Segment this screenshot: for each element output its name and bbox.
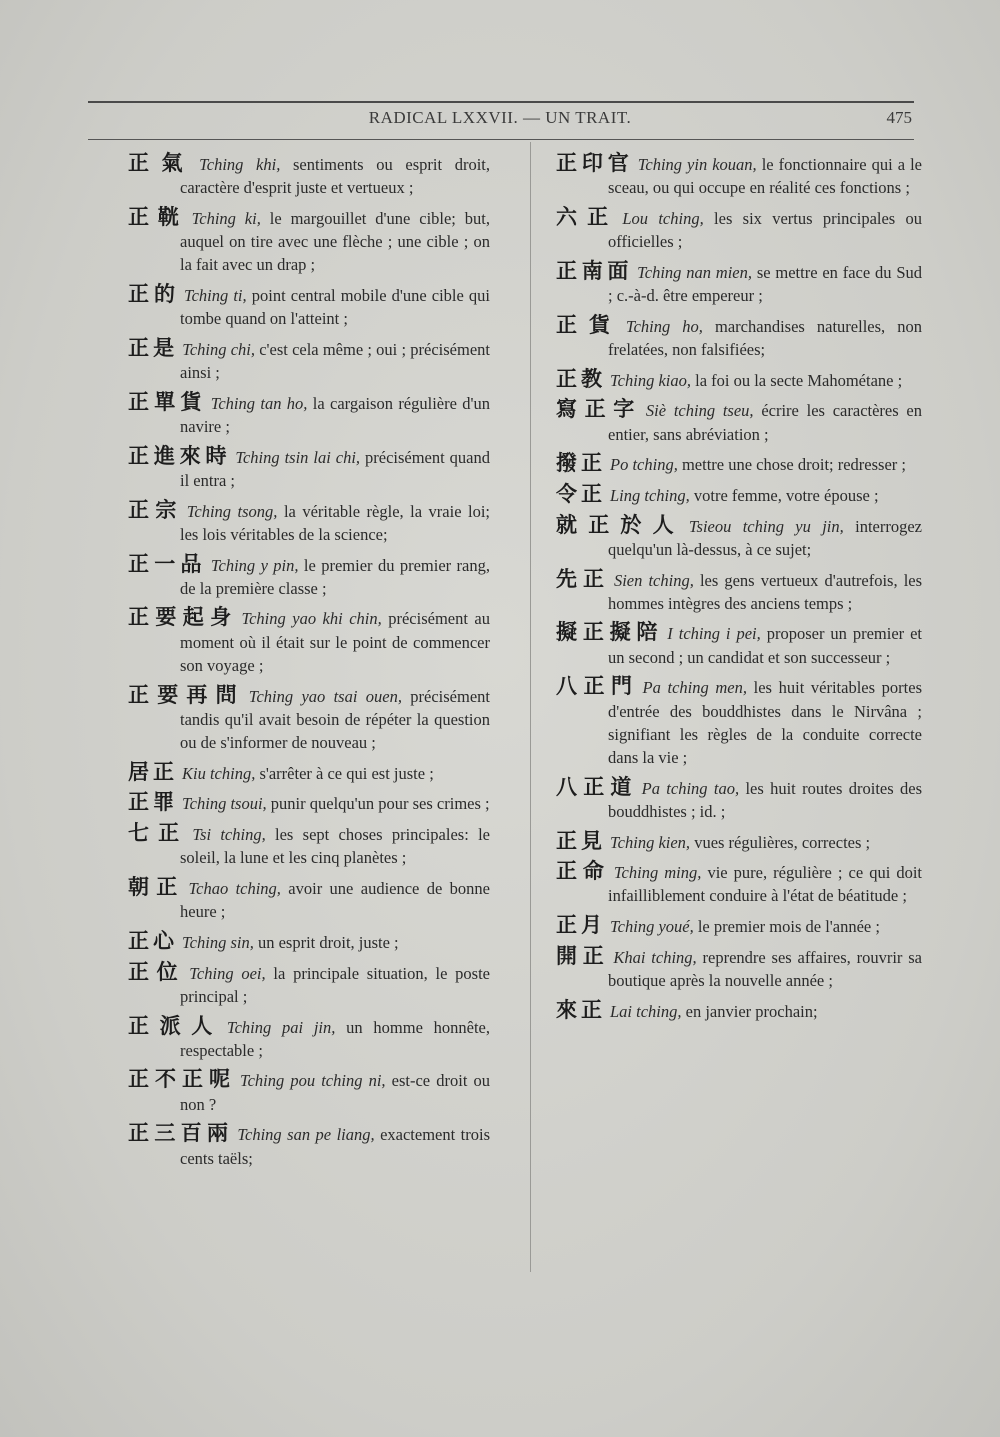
dictionary-entry [556,621,922,668]
dictionary-entry [556,514,922,561]
dictionary-entry [128,445,490,492]
entry-definition: point central mobile d'une cible qui tombe quand on l'atteint ; [180,286,491,329]
entry-chinese-characters: 寫正字 [556,397,642,422]
entry-chinese-characters: 正印官 [556,151,634,175]
dictionary-entry [556,452,922,476]
entry-chinese-characters: 撥正 [556,451,606,476]
entry-definition: les six vertus principales ou officielles ; [608,208,923,252]
dictionary-entry [128,553,490,600]
entry-definition: la principale situation, le poste principal ; [180,963,491,1006]
entry-chinese-characters: 八正道 [556,774,638,799]
entry-romanization: Khai tching, [613,947,697,967]
entry-chinese-characters: 正𩊠 [128,204,188,229]
dictionary-entry [128,1068,490,1115]
entry-definition: précisément quand il entra ; [180,447,490,490]
dictionary-entry [128,761,490,785]
entry-romanization: Kiu tching, [182,763,256,783]
entry-chinese-characters: 正要起身 [128,605,238,630]
entry-definition: punir quelqu'un pour ses crimes ; [270,794,490,814]
entry-definition: un esprit droit, juste ; [257,932,399,952]
entry-romanization: Pa tching tao, [641,778,740,798]
dictionary-entry [128,337,490,384]
entry-definition: la foi ou la secte Mahométane ; [695,370,903,390]
entry-romanization: Ling tching, [610,485,690,505]
entry-definition: précisément tandis qu'il avait besoin de répéter la question ou de s'informer de nouveau ; [180,686,490,752]
entry-romanization: Tchao tching, [188,878,281,898]
entry-romanization: Tsi tching, [192,825,266,845]
entry-chinese-characters: 正南面 [556,258,634,283]
entry-definition: un homme honnête, respectable ; [180,1017,491,1060]
entry-romanization: Sien tching, [613,570,694,590]
entry-romanization: Tching tsong, [186,501,278,521]
dictionary-entry [128,391,490,438]
entry-romanization: Tching kien, [610,832,691,852]
entry-definition: proposer un premier et un second ; un candidat et son successeur ; [608,624,922,667]
dictionary-entry [556,914,922,938]
left-column [128,152,490,1176]
entry-chinese-characters: 正是 [128,335,179,360]
entry-definition: la véritable règle, la vraie loi; les lois véritables de la science; [180,501,491,544]
entry-romanization: Tching nan mien, [637,262,752,282]
entry-definition: sentiments ou esprit droit, caractère d'esprit juste et vertueux ; [180,155,491,198]
entry-chinese-characters: 正單貨 [128,389,207,414]
dictionary-entry [128,791,490,815]
entry-chinese-characters: 正氣 [128,151,196,175]
entry-definition: votre femme, votre épouse ; [693,485,879,505]
entry-chinese-characters: 正教 [556,366,606,391]
entry-romanization: Tching kiao, [610,370,691,390]
entry-romanization: Tching pou tching ni, [239,1071,386,1091]
entry-chinese-characters: 令正 [556,481,606,506]
entry-romanization: Tching youé, [610,917,694,937]
entry-definition: le margouillet d'une cible; but, auquel on tire avec une flèche ; une cible ; on la fait avec un drap ; [180,208,491,275]
page-number: 475 [886,108,912,127]
dictionary-entry [556,314,922,361]
entry-chinese-characters: 正心 [128,928,178,953]
dictionary-entry [128,684,490,755]
dictionary-entry [556,860,922,907]
dictionary-entry [556,368,922,392]
header-rule-top [88,101,914,103]
entry-chinese-characters: 正見 [556,828,606,853]
dictionary-entry [128,1122,490,1169]
entry-definition: avoir une audience de bonne heure ; [180,878,490,922]
entry-romanization: Siè tching tseu, [645,401,754,421]
entry-definition: mettre une chose droit; redresser ; [681,455,906,475]
entry-chinese-characters: 正位 [128,959,186,984]
entry-romanization: Lou tching, [622,208,704,228]
entry-definition: marchandises naturelles, non frelatées, non falsifiées; [608,316,922,359]
dictionary-entry [556,830,922,854]
header-rule-bottom [88,139,914,140]
entry-definition: les sept choses principales: le soleil, la lune et les cinq planètes ; [180,825,491,868]
entry-romanization: Tching oei, [189,963,266,983]
entry-chinese-characters: 就正於人 [556,512,685,537]
dictionary-entry [556,776,922,823]
entry-definition: le premier du premier rang, de la première classe ; [180,555,491,598]
entry-romanization: Tching chi, [182,339,256,359]
running-head: RADICAL LXXVII. — UN TRAIT. [368,108,632,127]
column-divider [530,142,531,1272]
entry-romanization: Tsieou tching yu jin, [688,516,844,536]
entry-romanization: Tching y pin, [210,555,299,575]
entry-chinese-characters: 朝正 [128,874,185,899]
entry-chinese-characters: 正貨 [556,312,622,337]
entry-definition: le fonctionnaire qui a le sceau, ou qui occupe en réalité ces fonctions ; [608,155,923,198]
entry-chinese-characters: 正進來時 [128,443,232,468]
entry-chinese-characters: 正的 [128,282,180,307]
entry-chinese-characters: 正不正呢 [128,1067,236,1092]
dictionary-entry [128,930,490,954]
entry-definition: les huit routes droites des bouddhistes ; id. ; [608,778,923,821]
entry-definition: vues régulières, correctes ; [694,832,871,852]
entry-romanization: Tching tsin lai chi, [235,447,361,467]
entry-chinese-characters: 居正 [128,759,178,784]
dictionary-entry [128,876,490,923]
entry-romanization: Tching yao tsai ouen, [248,686,402,706]
entry-romanization: I tching i pei, [667,624,761,644]
entry-romanization: Tching ti, [183,286,247,306]
entry-chinese-characters: 六正 [556,204,619,229]
entry-chinese-characters: 七正 [128,821,189,846]
entry-definition: interrogez quelqu'un là-dessus, à ce sujet; [608,516,922,559]
entry-romanization: Tching tan ho, [210,393,308,413]
entry-definition: s'arrêter à ce qui est juste ; [259,763,434,783]
dictionary-entry [128,1015,490,1062]
entry-definition: les huit véritables portes d'entrée des bouddhistes dans le Nirvâna ; signifiant les règles de la conduite correcte dans la vie ; [608,678,923,767]
entry-romanization: Tching sin, [182,932,254,952]
entry-romanization: Po tching, [610,455,678,475]
entry-definition: écrire les caractères en entier, sans abréviation ; [608,401,923,444]
entry-romanization: Tching ming, [613,863,702,883]
entry-definition: se mettre en face du Sud ; c.-à-d. être empereur ; [608,262,923,306]
entry-chinese-characters: 正命 [556,859,610,884]
entry-chinese-characters: 八正門 [556,674,639,699]
dictionary-entry [128,206,490,277]
entry-chinese-characters: 正一品 [128,551,207,576]
entry-romanization: Tching khi, [199,155,281,174]
entry-definition: la cargaison régulière d'un navire ; [180,393,491,437]
entry-definition: en janvier prochain; [685,1001,818,1021]
dictionary-entry [556,568,922,615]
entry-chinese-characters: 來正 [556,997,606,1022]
entry-romanization: Tching yin kouan, [637,155,757,174]
dictionary-entry [556,260,922,307]
entry-definition: est-ce droit ou non ? [180,1071,491,1114]
entry-definition: les gens vertueux d'autrefois, les hommes intègres des anciens temps ; [608,570,923,613]
entry-definition: exactement trois cents taëls; [180,1125,490,1168]
entry-romanization: Tching pai jin, [226,1017,336,1037]
dictionary-entry [556,999,922,1023]
dictionary-entry [556,206,922,253]
entry-chinese-characters: 正派人 [128,1013,223,1038]
dictionary-entry [556,398,922,445]
dictionary-entry [128,499,490,546]
entry-romanization: Pa tching men, [642,678,747,698]
entry-chinese-characters: 正三百兩 [128,1121,234,1146]
entry-definition: c'est cela même ; oui ; précisément ainsi ; [180,339,490,383]
entry-romanization: Tching ki, [191,208,261,228]
dictionary-entry [128,606,490,677]
dictionary-entry [128,961,490,1008]
dictionary-entry [556,152,922,199]
entry-chinese-characters: 正罪 [128,790,178,815]
entry-definition: vie pure, régulière ; ce qui doit infailliblement conduire à l'état de béatitude ; [608,863,923,906]
entry-chinese-characters: 正要再問 [128,682,245,707]
dictionary-entry [128,152,490,199]
entry-romanization: Tching ho, [625,316,703,336]
entry-chinese-characters: 正宗 [128,497,183,522]
dictionary-entry [128,283,490,330]
entry-definition: reprendre ses affaires, rouvrir sa boutique après la nouvelle année ; [608,947,922,991]
dictionary-entry [556,675,922,769]
entry-chinese-characters: 開正 [556,943,610,968]
entry-chinese-characters: 先正 [556,566,610,591]
entry-chinese-characters: 正月 [556,913,606,938]
entry-definition: le premier mois de l'année ; [697,917,880,937]
dictionary-entry [556,945,922,992]
entry-chinese-characters: 擬正擬陪 [556,620,664,645]
entry-romanization: Tching tsoui, [182,794,267,814]
right-column [556,152,922,1030]
entry-romanization: Lai tching, [610,1001,682,1021]
dictionary-entry [556,483,922,507]
entry-romanization: Tching yao khi chin, [241,609,382,629]
dictionary-entry [128,822,490,869]
entry-definition: précisément au moment où il était sur le point de commencer son voyage ; [180,609,490,675]
entry-romanization: Tching san pe liang, [237,1125,375,1145]
